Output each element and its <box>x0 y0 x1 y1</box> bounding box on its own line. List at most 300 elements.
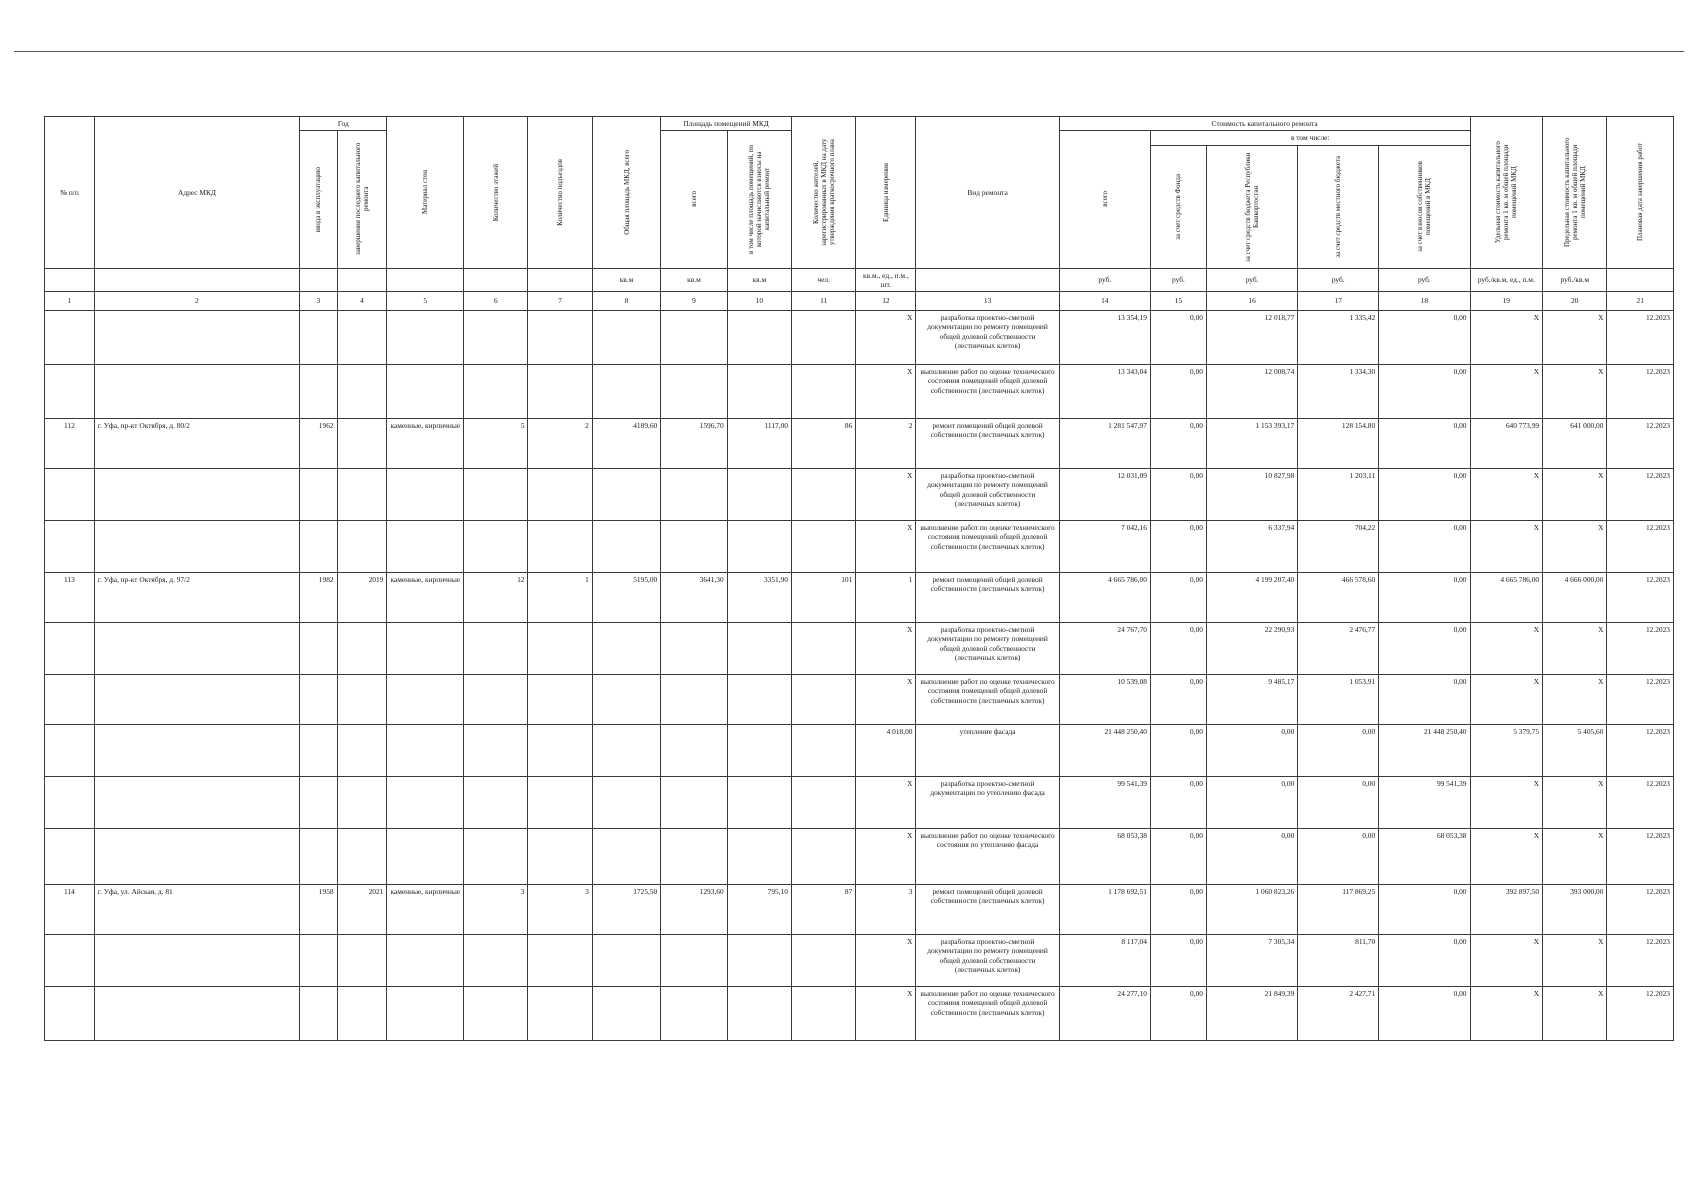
wall-material <box>387 829 464 885</box>
year-commission <box>300 987 337 1041</box>
row-number <box>45 365 95 419</box>
wall-material <box>387 725 464 777</box>
area-repair: 1117,00 <box>727 419 791 469</box>
year-last-repair: 2019 <box>337 573 387 623</box>
column-number: 5 <box>387 292 464 311</box>
entrances <box>528 311 592 365</box>
year-commission <box>300 623 337 675</box>
year-commission <box>300 365 337 419</box>
plan-date: 12.2023 <box>1607 829 1674 885</box>
unit-cell: руб. <box>1298 268 1379 292</box>
plan-date: 12.2023 <box>1607 521 1674 573</box>
row-number <box>45 935 95 987</box>
header-cost-republic: за счет средств бюджета Республики Башкортостан <box>1206 145 1297 268</box>
unit-value: X <box>856 935 916 987</box>
residents <box>791 469 855 521</box>
table-row <box>45 469 1674 521</box>
area-total: 3641,30 <box>661 573 727 623</box>
column-number: 1 <box>45 292 95 311</box>
row-address <box>94 365 299 419</box>
cost-local: 811,70 <box>1298 935 1379 987</box>
floors <box>464 365 528 419</box>
max-cost: X <box>1543 777 1607 829</box>
cost-local: 704,22 <box>1298 521 1379 573</box>
unit-cell: руб. <box>1150 268 1206 292</box>
unit-cost: X <box>1470 521 1543 573</box>
header-floors: Количество этажей <box>464 117 528 269</box>
cost-local: 0,00 <box>1298 777 1379 829</box>
max-cost: X <box>1543 935 1607 987</box>
total-area <box>592 365 660 419</box>
row-number: 114 <box>45 885 95 935</box>
table-row <box>45 521 1674 573</box>
column-number: 17 <box>1298 292 1379 311</box>
row-address <box>94 777 299 829</box>
plan-date: 12.2023 <box>1607 311 1674 365</box>
cost-fund: 0,00 <box>1150 725 1206 777</box>
year-last-repair <box>337 623 387 675</box>
unit-value: X <box>856 987 916 1041</box>
floors <box>464 777 528 829</box>
cost-fund: 0,00 <box>1150 935 1206 987</box>
cost-total: 24 277,10 <box>1059 987 1150 1041</box>
year-commission <box>300 469 337 521</box>
header-year-commission: ввода в эксплуатацию <box>300 131 337 268</box>
repair-type: выполнение работ по оценке технического состояния помещений общей долевой собственности (лестничных клеток) <box>916 675 1059 725</box>
header-address: Адрес МКД <box>94 117 299 269</box>
repair-type: утепление фасада <box>916 725 1059 777</box>
year-last-repair <box>337 311 387 365</box>
year-last-repair <box>337 829 387 885</box>
units-row <box>45 268 1674 292</box>
column-number: 21 <box>1607 292 1674 311</box>
unit-value: X <box>856 469 916 521</box>
cost-owners: 0,00 <box>1379 365 1470 419</box>
total-area: 1725,50 <box>592 885 660 935</box>
unit-cost: 640 773,99 <box>1470 419 1543 469</box>
area-repair <box>727 365 791 419</box>
max-cost: X <box>1543 521 1607 573</box>
unit-value: X <box>856 777 916 829</box>
row-address <box>94 725 299 777</box>
unit-cost: X <box>1470 623 1543 675</box>
table-row <box>45 777 1674 829</box>
units-row-group <box>45 268 1674 311</box>
cost-fund: 0,00 <box>1150 829 1206 885</box>
table-row <box>45 935 1674 987</box>
cost-local: 2 476,77 <box>1298 623 1379 675</box>
entrances <box>528 675 592 725</box>
repair-type: разработка проектно-сметной документации по ремонту помещений общей долевой собственности (лестничных клеток) <box>916 469 1059 521</box>
cost-owners: 68 053,38 <box>1379 829 1470 885</box>
area-repair <box>727 469 791 521</box>
cost-republic: 0,00 <box>1206 725 1297 777</box>
total-area <box>592 521 660 573</box>
header-area-repair: в том числе площадь помещений, по которой начисляются взносы на капитальный ремонт <box>727 131 791 268</box>
cost-total: 1 178 692,51 <box>1059 885 1150 935</box>
unit-cell: чел. <box>791 268 855 292</box>
row-address <box>94 829 299 885</box>
row-address: г. Уфа, пр-кт Октября, д. 97/2 <box>94 573 299 623</box>
cost-republic: 0,00 <box>1206 777 1297 829</box>
row-number <box>45 675 95 725</box>
floors <box>464 935 528 987</box>
wall-material <box>387 623 464 675</box>
residents <box>791 935 855 987</box>
unit-cost: X <box>1470 675 1543 725</box>
column-number: 3 <box>300 292 337 311</box>
total-area: 5195,00 <box>592 573 660 623</box>
unit-value: X <box>856 623 916 675</box>
area-total <box>661 675 727 725</box>
plan-date: 12.2023 <box>1607 623 1674 675</box>
area-repair <box>727 623 791 675</box>
floors: 12 <box>464 573 528 623</box>
area-total <box>661 829 727 885</box>
cost-owners: 0,00 <box>1379 675 1470 725</box>
column-number: 8 <box>592 292 660 311</box>
header-entrances: Количество подъездов <box>528 117 592 269</box>
cost-total: 13 354,19 <box>1059 311 1150 365</box>
unit-value: X <box>856 675 916 725</box>
wall-material <box>387 987 464 1041</box>
register-sheet <box>44 116 1674 1041</box>
unit-cost: X <box>1470 777 1543 829</box>
table-row <box>45 311 1674 365</box>
entrances <box>528 623 592 675</box>
residents: 86 <box>791 419 855 469</box>
plan-date: 12.2023 <box>1607 419 1674 469</box>
unit-cell: кв.м <box>661 268 727 292</box>
residents <box>791 675 855 725</box>
area-total: 1293,60 <box>661 885 727 935</box>
entrances <box>528 829 592 885</box>
area-repair: 3351,90 <box>727 573 791 623</box>
floors <box>464 725 528 777</box>
unit-value: 4 018,00 <box>856 725 916 777</box>
floors <box>464 987 528 1041</box>
header-area-group: Площадь помещений МКД <box>661 117 792 131</box>
area-total <box>661 623 727 675</box>
cost-local: 1 203,11 <box>1298 469 1379 521</box>
cost-total: 21 448 250,40 <box>1059 725 1150 777</box>
column-number: 2 <box>94 292 299 311</box>
plan-date: 12.2023 <box>1607 573 1674 623</box>
cost-local: 0,00 <box>1298 725 1379 777</box>
cost-owners: 99 541,39 <box>1379 777 1470 829</box>
cost-fund: 0,00 <box>1150 885 1206 935</box>
wall-material <box>387 777 464 829</box>
year-last-repair <box>337 725 387 777</box>
area-total: 1596,70 <box>661 419 727 469</box>
plan-date: 12.2023 <box>1607 885 1674 935</box>
floors <box>464 469 528 521</box>
cost-fund: 0,00 <box>1150 521 1206 573</box>
total-area <box>592 935 660 987</box>
repair-type: разработка проектно-сметной документации по утеплению фасада <box>916 777 1059 829</box>
cost-owners: 0,00 <box>1379 885 1470 935</box>
plan-date: 12.2023 <box>1607 777 1674 829</box>
column-number: 16 <box>1206 292 1297 311</box>
entrances <box>528 365 592 419</box>
cost-owners: 0,00 <box>1379 935 1470 987</box>
total-area <box>592 725 660 777</box>
cost-total: 10 539,08 <box>1059 675 1150 725</box>
floors <box>464 311 528 365</box>
cost-owners: 21 448 250,40 <box>1379 725 1470 777</box>
unit-cell: руб. <box>1206 268 1297 292</box>
year-last-repair <box>337 777 387 829</box>
max-cost: 5 405,60 <box>1543 725 1607 777</box>
area-total <box>661 725 727 777</box>
unit-cost: X <box>1470 469 1543 521</box>
area-total <box>661 987 727 1041</box>
area-repair <box>727 935 791 987</box>
table-row <box>45 829 1674 885</box>
entrances: 2 <box>528 419 592 469</box>
table-row <box>45 675 1674 725</box>
row-number <box>45 469 95 521</box>
unit-cell: кв.м <box>592 268 660 292</box>
cost-owners: 0,00 <box>1379 987 1470 1041</box>
plan-date: 12.2023 <box>1607 675 1674 725</box>
header-year-last-repair: завершения последнего капитального ремонта <box>337 131 387 268</box>
cost-local: 128 154,80 <box>1298 419 1379 469</box>
max-cost: X <box>1543 987 1607 1041</box>
unit-value: 2 <box>856 419 916 469</box>
unit-cost: X <box>1470 935 1543 987</box>
area-repair <box>727 829 791 885</box>
year-last-repair <box>337 987 387 1041</box>
row-number <box>45 521 95 573</box>
year-commission <box>300 725 337 777</box>
unit-cell: руб. <box>1059 268 1150 292</box>
cost-local: 466 578,60 <box>1298 573 1379 623</box>
header-plan-date: Плановая дата завершения работ <box>1607 117 1674 269</box>
cost-republic: 1 153 393,17 <box>1206 419 1297 469</box>
cost-republic: 12 018,77 <box>1206 311 1297 365</box>
cost-republic: 0,00 <box>1206 829 1297 885</box>
column-number: 9 <box>661 292 727 311</box>
column-number: 14 <box>1059 292 1150 311</box>
column-number: 11 <box>791 292 855 311</box>
area-total <box>661 311 727 365</box>
total-area <box>592 469 660 521</box>
row-address <box>94 987 299 1041</box>
wall-material <box>387 935 464 987</box>
row-address <box>94 675 299 725</box>
year-last-repair <box>337 365 387 419</box>
cost-total: 68 053,38 <box>1059 829 1150 885</box>
unit-cell: руб./кв.м <box>1543 268 1607 292</box>
wall-material: каменные, кирпичные <box>387 885 464 935</box>
year-commission: 1958 <box>300 885 337 935</box>
wall-material: каменные, кирпичные <box>387 419 464 469</box>
cost-fund: 0,00 <box>1150 675 1206 725</box>
header-num: № п/п <box>45 117 95 269</box>
plan-date: 12.2023 <box>1607 935 1674 987</box>
table-row <box>45 885 1674 935</box>
residents <box>791 521 855 573</box>
residents: 101 <box>791 573 855 623</box>
cost-owners: 0,00 <box>1379 419 1470 469</box>
plan-date: 12.2023 <box>1607 725 1674 777</box>
entrances <box>528 935 592 987</box>
unit-cell: кв.м <box>727 268 791 292</box>
row-address <box>94 469 299 521</box>
unit-cell: руб./кв.м, ед., п.м. <box>1470 268 1543 292</box>
row-address <box>94 311 299 365</box>
row-number <box>45 623 95 675</box>
max-cost: X <box>1543 829 1607 885</box>
total-area <box>592 675 660 725</box>
repair-type: выполнение работ по оценке технического состояния помещений общей долевой собственности (лестничных клеток) <box>916 365 1059 419</box>
area-total <box>661 935 727 987</box>
wall-material <box>387 365 464 419</box>
table-row <box>45 623 1674 675</box>
cost-fund: 0,00 <box>1150 623 1206 675</box>
cost-republic: 1 060 823,26 <box>1206 885 1297 935</box>
header-cost-total: всего <box>1059 131 1150 268</box>
column-number: 18 <box>1379 292 1470 311</box>
row-number: 112 <box>45 419 95 469</box>
residents <box>791 365 855 419</box>
row-number <box>45 987 95 1041</box>
cost-fund: 0,00 <box>1150 311 1206 365</box>
unit-value: X <box>856 521 916 573</box>
row-number <box>45 311 95 365</box>
area-repair <box>727 725 791 777</box>
area-total <box>661 777 727 829</box>
unit-cost: 5 379,75 <box>1470 725 1543 777</box>
column-number: 20 <box>1543 292 1607 311</box>
max-cost: X <box>1543 623 1607 675</box>
repair-type: разработка проектно-сметной документации по ремонту помещений общей долевой собственности (лестничных клеток) <box>916 935 1059 987</box>
entrances <box>528 987 592 1041</box>
residents: 87 <box>791 885 855 935</box>
unit-value: 1 <box>856 573 916 623</box>
header-cost-incl: в том числе: <box>1150 131 1470 145</box>
row-number <box>45 777 95 829</box>
cost-republic: 7 305,34 <box>1206 935 1297 987</box>
unit-value: X <box>856 365 916 419</box>
floors <box>464 675 528 725</box>
area-repair <box>727 777 791 829</box>
year-commission <box>300 777 337 829</box>
entrances <box>528 469 592 521</box>
cost-republic: 22 290,93 <box>1206 623 1297 675</box>
row-number: 113 <box>45 573 95 623</box>
total-area <box>592 623 660 675</box>
unit-cell: кв.м., ед., п.м., шт. <box>856 268 916 292</box>
repair-type: разработка проектно-сметной документации по ремонту помещений общей долевой собственности (лестничных клеток) <box>916 623 1059 675</box>
cost-fund: 0,00 <box>1150 419 1206 469</box>
max-cost: X <box>1543 675 1607 725</box>
column-number: 13 <box>916 292 1059 311</box>
total-area <box>592 987 660 1041</box>
cost-owners: 0,00 <box>1379 573 1470 623</box>
floors <box>464 829 528 885</box>
cost-owners: 0,00 <box>1379 623 1470 675</box>
header-cost-group: Стоимость капитального ремонта <box>1059 117 1470 131</box>
cost-total: 1 281 547,97 <box>1059 419 1150 469</box>
entrances <box>528 725 592 777</box>
cost-local: 2 427,71 <box>1298 987 1379 1041</box>
cost-total: 24 767,70 <box>1059 623 1150 675</box>
cost-republic: 12 008,74 <box>1206 365 1297 419</box>
residents <box>791 829 855 885</box>
repair-type: выполнение работ по оценке технического состояния по утеплению фасада <box>916 829 1059 885</box>
cost-fund: 0,00 <box>1150 987 1206 1041</box>
cost-republic: 21 849,39 <box>1206 987 1297 1041</box>
row-number <box>45 725 95 777</box>
year-last-repair <box>337 675 387 725</box>
year-commission <box>300 935 337 987</box>
table-row <box>45 573 1674 623</box>
table-header <box>45 117 1674 269</box>
unit-cost: 392 897,50 <box>1470 885 1543 935</box>
cost-fund: 0,00 <box>1150 469 1206 521</box>
header-cost-local: за счет средств местного бюджета <box>1298 145 1379 268</box>
unit-cost: X <box>1470 829 1543 885</box>
cost-local: 1 334,30 <box>1298 365 1379 419</box>
unit-value: X <box>856 829 916 885</box>
cost-republic: 10 827,98 <box>1206 469 1297 521</box>
cost-owners: 0,00 <box>1379 521 1470 573</box>
year-last-repair <box>337 521 387 573</box>
year-commission: 1962 <box>300 419 337 469</box>
cost-total: 7 042,16 <box>1059 521 1150 573</box>
unit-cost: X <box>1470 365 1543 419</box>
area-repair <box>727 675 791 725</box>
cost-total: 12 031,09 <box>1059 469 1150 521</box>
column-number: 12 <box>856 292 916 311</box>
row-number <box>45 829 95 885</box>
table-row <box>45 987 1674 1041</box>
plan-date: 12.2023 <box>1607 987 1674 1041</box>
area-total <box>661 469 727 521</box>
column-number: 10 <box>727 292 791 311</box>
area-total <box>661 365 727 419</box>
cost-republic: 9 485,17 <box>1206 675 1297 725</box>
floors: 3 <box>464 885 528 935</box>
residents <box>791 725 855 777</box>
repair-type: выполнение работ по оценке технического состояния помещений общей долевой собственности (лестничных клеток) <box>916 987 1059 1041</box>
unit-value: 3 <box>856 885 916 935</box>
wall-material <box>387 469 464 521</box>
plan-date: 12.2023 <box>1607 469 1674 521</box>
cost-owners: 0,00 <box>1379 311 1470 365</box>
cost-owners: 0,00 <box>1379 469 1470 521</box>
unit-cell: руб. <box>1379 268 1470 292</box>
repair-type: разработка проектно-сметной документации по ремонту помещений общей долевой собственности (лестничных клеток) <box>916 311 1059 365</box>
cost-local: 1 335,42 <box>1298 311 1379 365</box>
top-rule <box>14 51 1684 52</box>
repair-type: ремонт помещений общей долевой собственности (лестничных клеток) <box>916 573 1059 623</box>
wall-material <box>387 675 464 725</box>
cost-total: 4 665 786,00 <box>1059 573 1150 623</box>
header-unit: Единица измерения <box>856 117 916 269</box>
total-area <box>592 311 660 365</box>
residents <box>791 777 855 829</box>
column-numbers-row <box>45 292 1674 311</box>
floors <box>464 521 528 573</box>
cost-fund: 0,00 <box>1150 777 1206 829</box>
area-repair <box>727 311 791 365</box>
header-cost-owners: за счет взносов собственников помещений в МКД <box>1379 145 1470 268</box>
residents <box>791 987 855 1041</box>
entrances: 3 <box>528 885 592 935</box>
